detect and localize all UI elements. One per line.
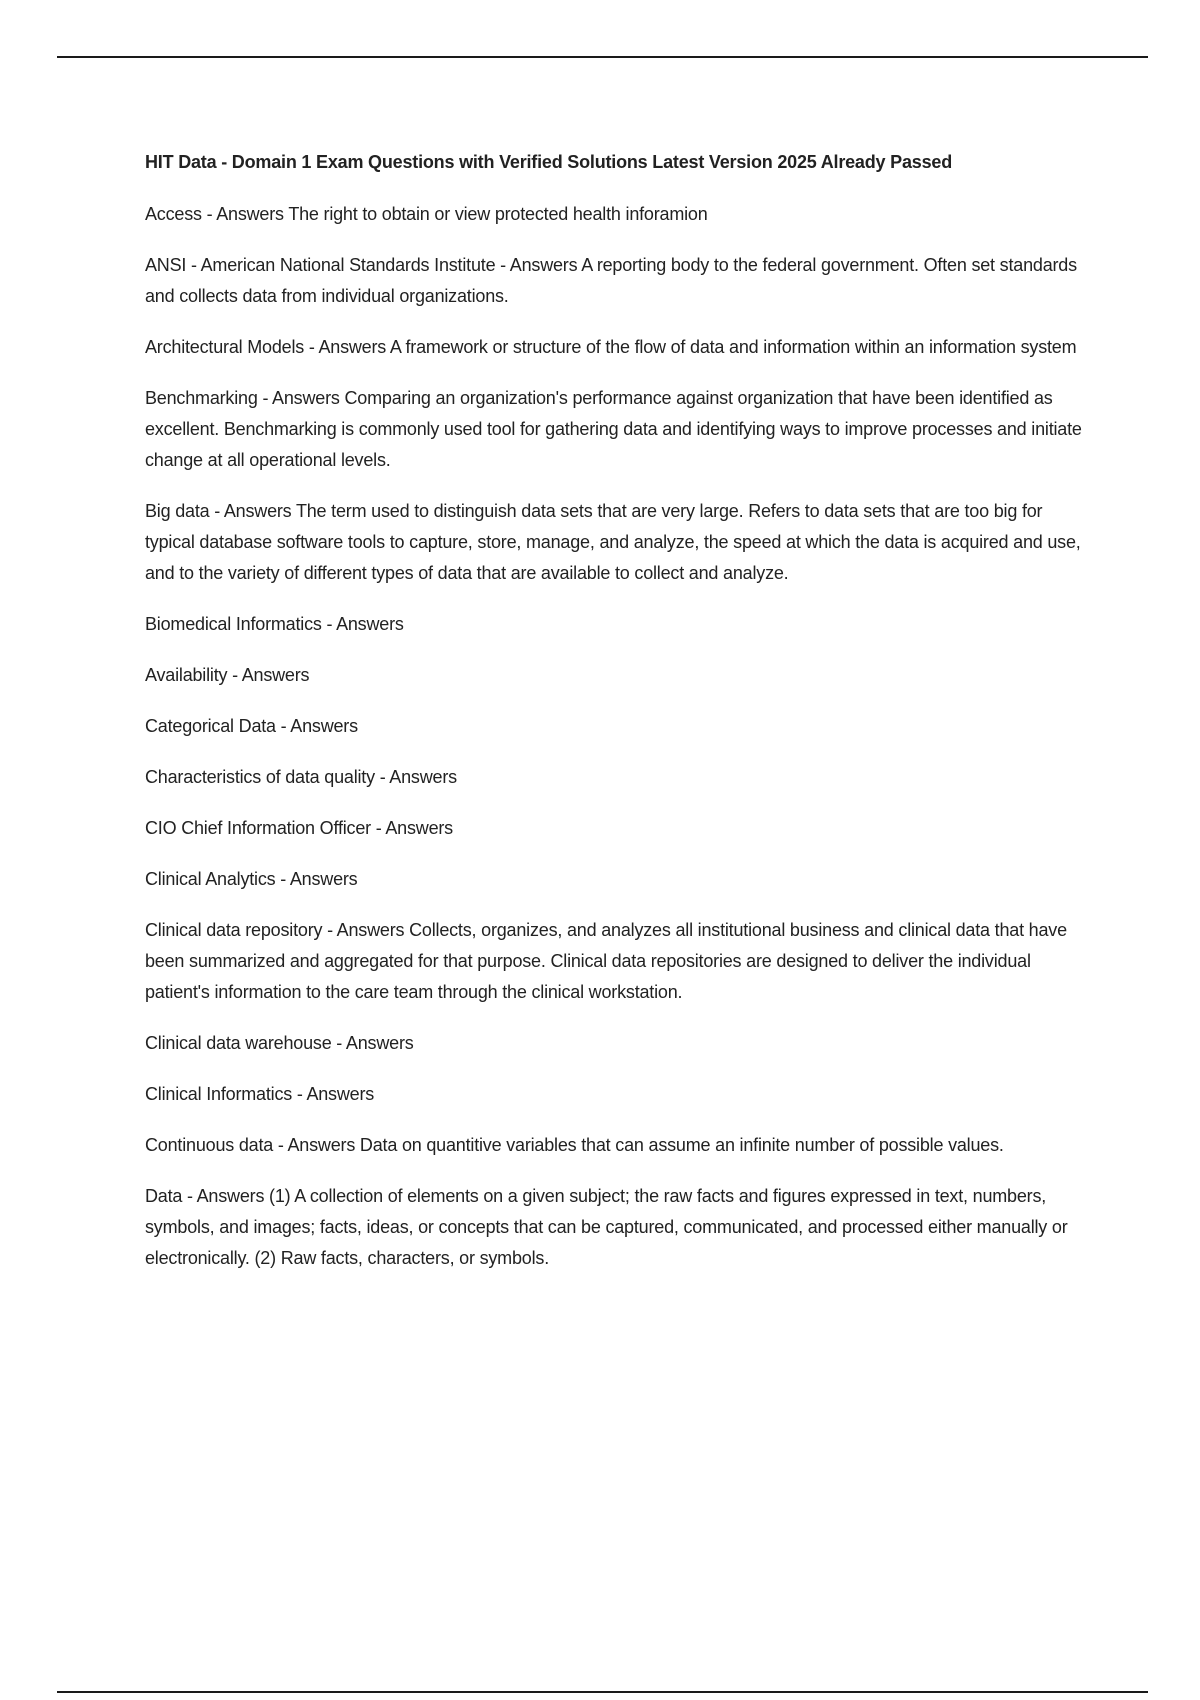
document-body: [145, 147, 1090, 1294]
glossary-entry: Data - Answers (1) A collection of elements on a given subject; the raw facts and figures expressed in text, numbers, symbols, and images; facts, ideas, or concepts that can be captured, communicated, and processed either manually or electronically. (2) Raw facts, characters, or symbols.: [145, 1186, 1068, 1268]
glossary-entry: Big data - Answers The term used to distinguish data sets that are very large. Refers to data sets that are too big for typical database software tools to capture, store, manage, and analyze, the speed at which the data is acquired and use, and to the variety of different types of data that are available to collect and analyze.: [145, 501, 1081, 583]
glossary-entry: Clinical data repository - Answers Collects, organizes, and analyzes all institutional business and clinical data that have been summarized and aggregated for that purpose. Clinical data repositories are designed to deliver the individual patient's information to the care team through the clinical workstation.: [145, 920, 1067, 1002]
document-title: HIT Data - Domain 1 Exam Questions with Verified Solutions Latest Version 2025 Already Passed: [145, 152, 952, 172]
glossary-entry: ANSI - American National Standards Institute - Answers A reporting body to the federal government. Often set standards and collects data from individual organizations.: [145, 255, 1077, 306]
entry-list: [145, 199, 1090, 1274]
glossary-entry: Access - Answers The right to obtain or view protected health inforamion: [145, 204, 708, 224]
header-rule: [57, 56, 1148, 58]
glossary-entry: Categorical Data - Answers: [145, 716, 358, 736]
glossary-entry: Clinical Analytics - Answers: [145, 869, 358, 889]
glossary-entry: Clinical Informatics - Answers: [145, 1084, 375, 1104]
glossary-entry: Clinical data warehouse - Answers: [145, 1033, 414, 1053]
footer-rule: [57, 1691, 1148, 1693]
glossary-entry: Characteristics of data quality - Answers: [145, 767, 457, 787]
glossary-entry: Architectural Models - Answers A framework or structure of the flow of data and information within an information system: [145, 337, 1077, 357]
glossary-entry: Benchmarking - Answers Comparing an organization's performance against organization that have been identified as excellent. Benchmarking is commonly used tool for gathering data and identifying ways to improve processes and initiate change at all operational levels.: [145, 388, 1082, 470]
glossary-entry: Continuous data - Answers Data on quantitive variables that can assume an infinite number of possible values.: [145, 1135, 1004, 1155]
glossary-entry: Availability - Answers: [145, 665, 310, 685]
glossary-entry: Biomedical Informatics - Answers: [145, 614, 404, 634]
glossary-entry: CIO Chief Information Officer - Answers: [145, 818, 453, 838]
